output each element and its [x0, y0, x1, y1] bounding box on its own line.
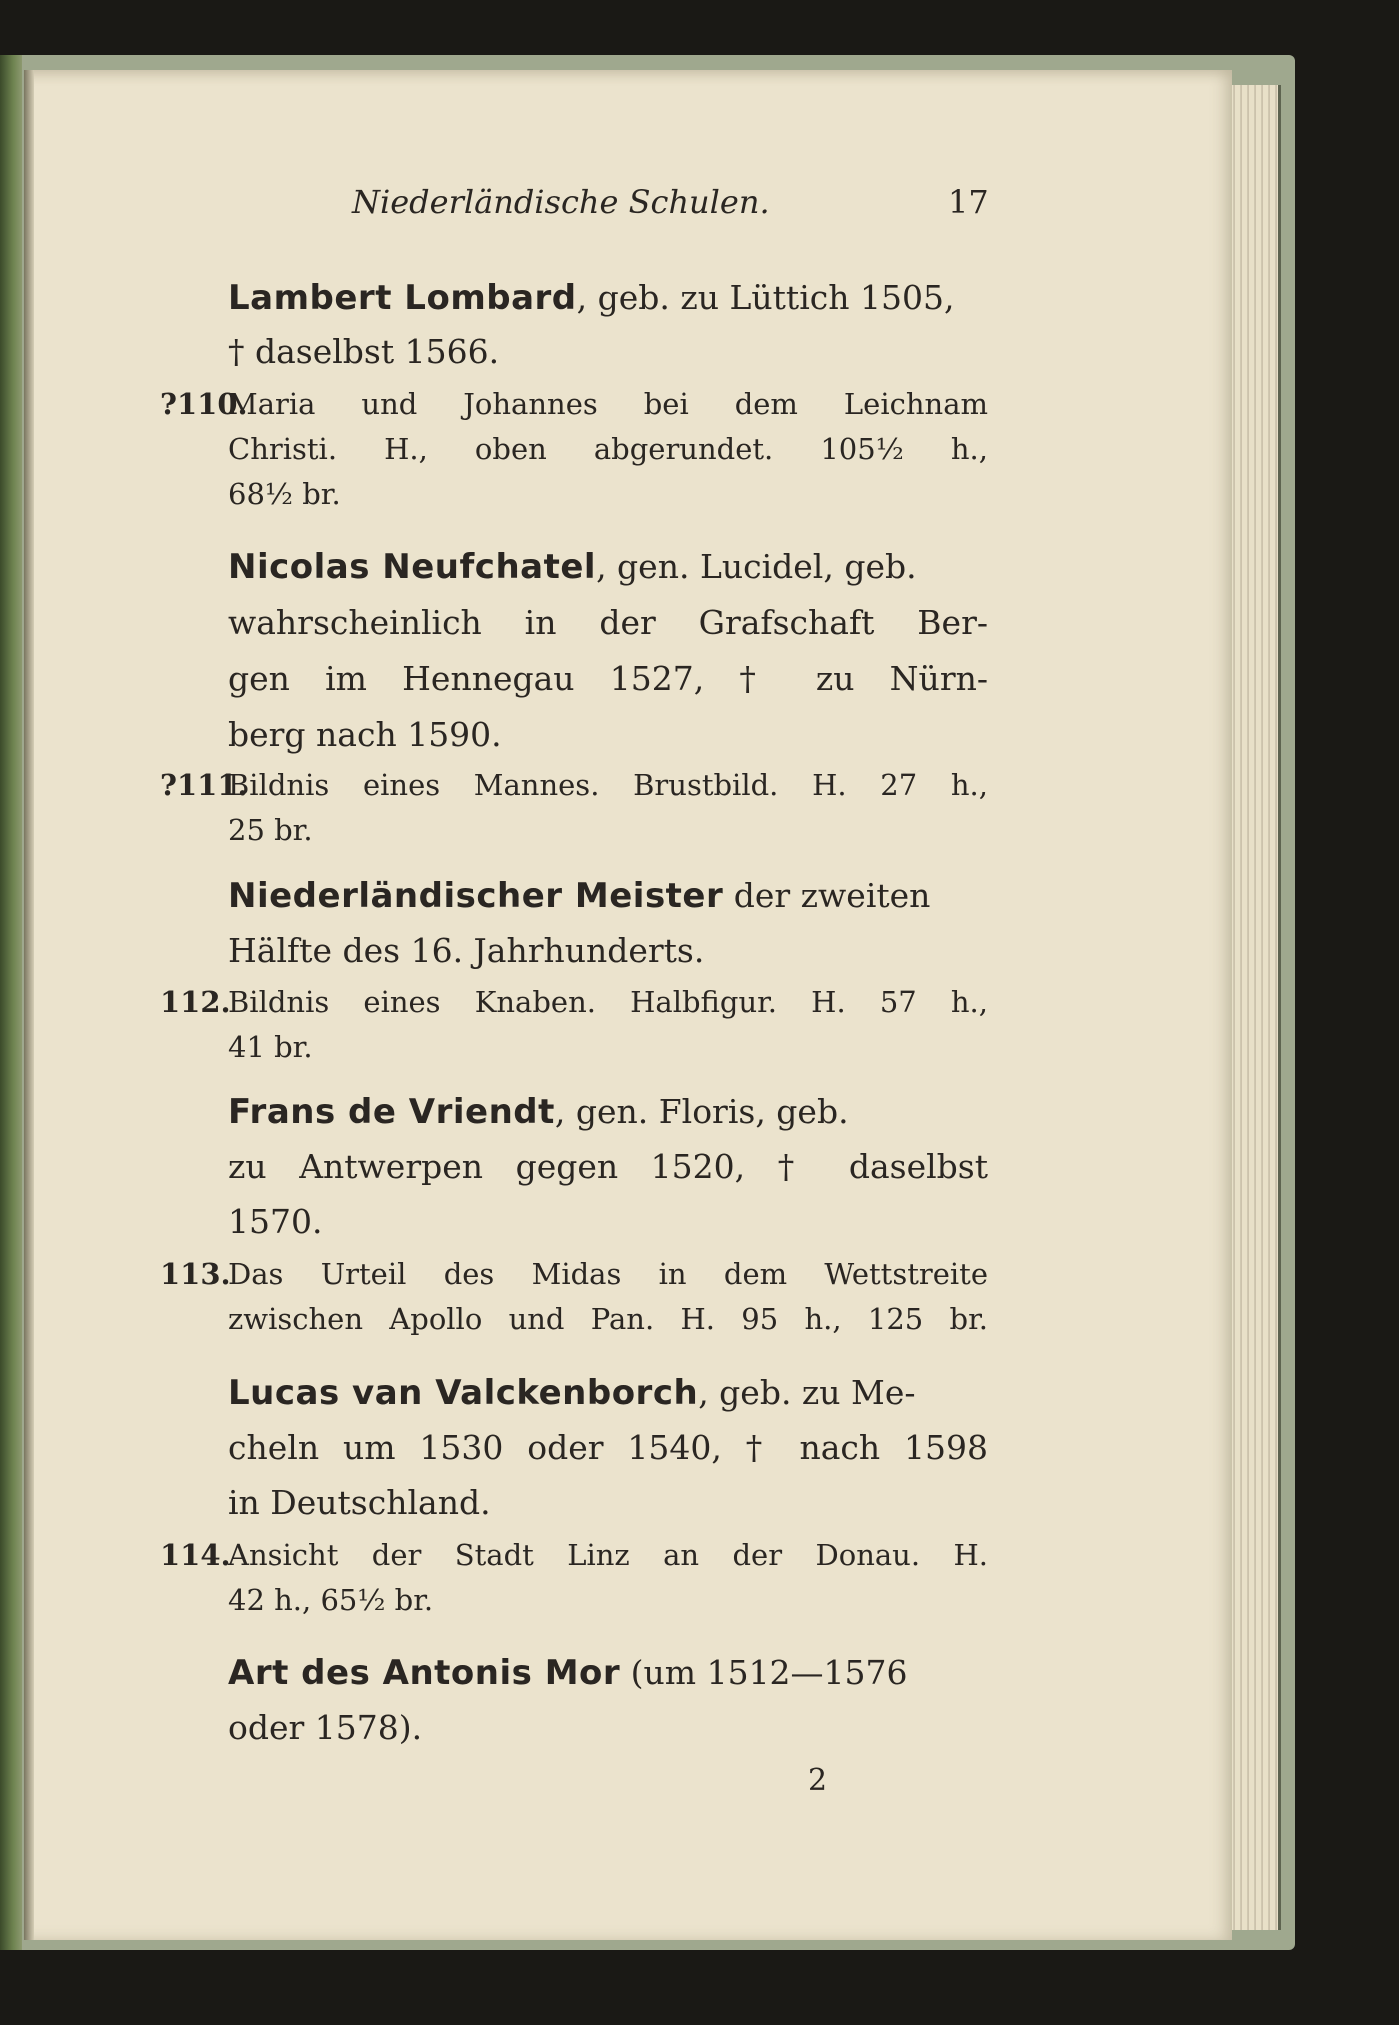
catalogue-text: 25 br. [228, 813, 313, 847]
artist-bio-line: wahrscheinlich in der Grafschaft Ber- [228, 603, 988, 642]
artist-bio-line: gen im Hennegau 1527, † zu Nürn- [228, 659, 988, 698]
catalogue-text: Bildnis eines Knaben. Halbfigur. H. 57 h., [228, 985, 988, 1019]
catalogue-text: Christi. H., oben abgerundet. 105½ h., [228, 432, 988, 466]
artist-heading: Nicolas Neufchatel, gen. Lucidel, geb. [228, 547, 917, 587]
artist-heading: Niederländischer Meister der zweiten [228, 876, 931, 916]
artist-heading: Lambert Lombard, geb. zu Lüttich 1505, [228, 278, 955, 318]
artist-name: Lambert Lombard [228, 278, 577, 318]
artist-bio-line: cheln um 1530 oder 1540, † nach 1598 [228, 1428, 988, 1467]
catalogue-number: 114. [160, 1538, 231, 1572]
artist-name: Lucas van Valckenborch [228, 1373, 699, 1413]
catalogue-text: Bildnis eines Mannes. Brustbild. H. 27 h., [228, 768, 988, 802]
artist-bio-line: berg nach 1590. [228, 715, 502, 754]
artist-bio-line: 1570. [228, 1202, 323, 1241]
artist-bio-line: † daselbst 1566. [228, 332, 500, 371]
artist-name: Nicolas Neufchatel [228, 547, 597, 587]
artist-heading: Lucas van Valckenborch, geb. zu Me- [228, 1373, 916, 1413]
catalogue-number: 112. [160, 985, 231, 1019]
artist-name: Frans de Vriendt [228, 1092, 555, 1132]
catalogue-text: 68½ br. [228, 477, 341, 511]
catalogue-number: ?111. [160, 768, 248, 802]
catalogue-text: Das Urteil des Midas in dem Wettstreite [228, 1257, 988, 1291]
page-number: 17 [948, 183, 989, 221]
signature-mark: 2 [808, 1763, 828, 1798]
catalogue-text: Ansicht der Stadt Linz an der Donau. H. [228, 1538, 988, 1572]
running-header: Niederländische Schulen. [352, 183, 770, 221]
artist-bio-line: Hälfte des 16. Jahrhunderts. [228, 931, 705, 970]
artist-name: Niederländischer Meister [228, 876, 724, 916]
catalogue-text: Maria und Johannes bei dem Leichnam [228, 387, 988, 421]
artist-bio-line: oder 1578). [228, 1708, 423, 1747]
artist-heading: Art des Antonis Mor (um 1512—1576 [228, 1653, 908, 1693]
catalogue-text: zwischen Apollo und Pan. H. 95 h., 125 br. [228, 1302, 988, 1336]
artist-heading: Frans de Vriendt, gen. Floris, geb. [228, 1092, 849, 1132]
catalogue-number: 113. [160, 1257, 231, 1291]
artist-name: Art des Antonis Mor [228, 1653, 621, 1693]
catalogue-number: ?110. [160, 387, 248, 421]
catalogue-text: 42 h., 65½ br. [228, 1583, 434, 1617]
artist-bio-line: in Deutschland. [228, 1483, 491, 1522]
artist-bio-line: zu Antwerpen gegen 1520, † daselbst [228, 1147, 988, 1186]
catalogue-text: 41 br. [228, 1030, 313, 1064]
